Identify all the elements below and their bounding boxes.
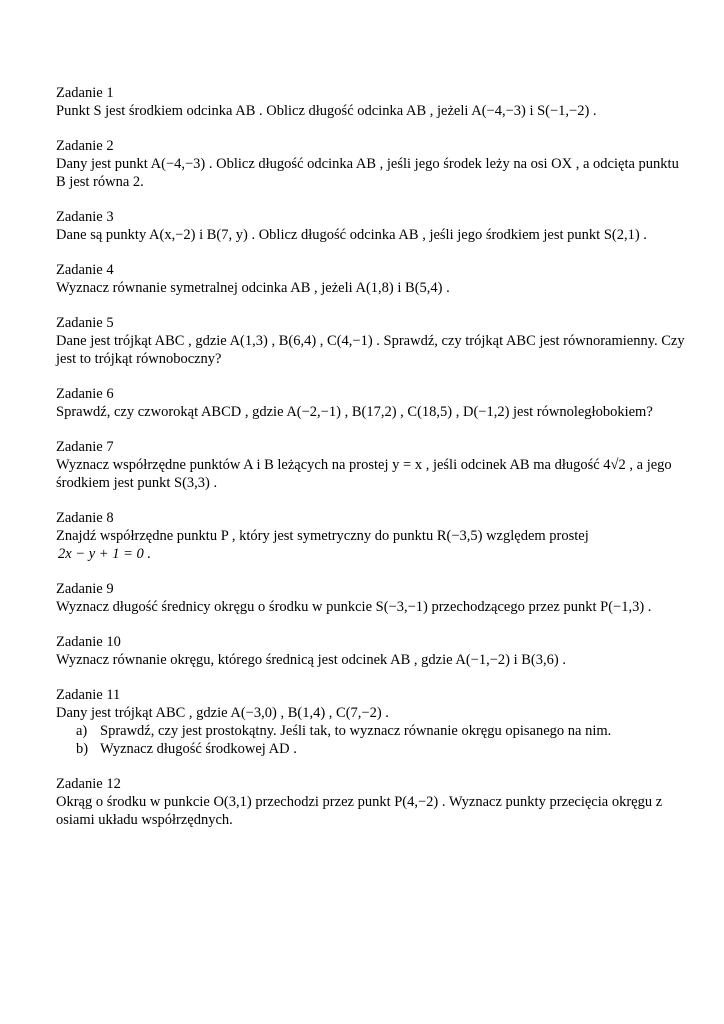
subtask-label: a)	[76, 723, 88, 739]
task-title: Zadanie 8	[56, 510, 114, 526]
subtask-text: Wyznacz długość środkowej AD .	[100, 741, 297, 757]
task-5	[56, 314, 686, 368]
task-title: Zadanie 11	[56, 687, 121, 703]
task-11	[56, 686, 686, 758]
task-text: Znajdź współrzędne punktu P , który jest symetryczny do punktu R(−3,5) względem prostej	[56, 528, 589, 544]
task-title: Zadanie 4	[56, 262, 114, 278]
task-8	[56, 509, 686, 563]
task-6	[56, 385, 686, 421]
line-equation: 2x − y + 1 = 0 .	[58, 546, 151, 562]
task-title: Zadanie 12	[56, 776, 121, 792]
document-page	[56, 84, 686, 846]
task-2	[56, 137, 686, 191]
task-title: Zadanie 1	[56, 85, 114, 101]
task-title: Zadanie 6	[56, 386, 114, 402]
task-title: Zadanie 7	[56, 439, 114, 455]
task-text: Dany jest trójkąt ABC , gdzie A(−3,0) , B(1,4) , C(7,−2) .	[56, 705, 389, 721]
task-text: Okrąg o środku w punkcie O(3,1) przechodzi przez punkt P(4,−2) . Wyznacz punkty przecięcia okręgu z osiami układu współrzędnych.	[56, 794, 663, 828]
task-text: Sprawdź, czy czworokąt ABCD , gdzie A(−2,−1) , B(17,2) , C(18,5) , D(−1,2) jest równoległobokiem?	[56, 404, 653, 420]
subtask-label: b)	[76, 741, 89, 757]
task-text: Dane jest trójkąt ABC , gdzie A(1,3) , B(6,4) , C(4,−1) . Sprawdź, czy trójkąt ABC jest równoramienny. Czy jest to trójkąt równoboczny?	[56, 333, 685, 367]
task-title: Zadanie 3	[56, 209, 114, 225]
subtask-a	[56, 722, 686, 740]
task-text: Dany jest punkt A(−4,−3) . Oblicz długość odcinka AB , jeśli jego środek leży na osi OX , a odcięta punktu B jest równa 2.	[56, 156, 679, 190]
task-text: Dane są punkty A(x,−2) i B(7, y) . Oblicz długość odcinka AB , jeśli jego środkiem jest punkt S(2,1) .	[56, 227, 647, 243]
task-title: Zadanie 5	[56, 315, 114, 331]
subtask-text: Sprawdź, czy jest prostokątny. Jeśli tak, to wyznacz równanie okręgu opisanego na nim.	[100, 723, 612, 739]
task-text: Wyznacz równanie okręgu, którego średnicą jest odcinek AB , gdzie A(−1,−2) i B(3,6) .	[56, 652, 566, 668]
task-title: Zadanie 9	[56, 581, 114, 597]
task-9	[56, 580, 686, 616]
subtask-list	[56, 722, 686, 758]
task-title: Zadanie 10	[56, 634, 121, 650]
task-text: Wyznacz współrzędne punktów A i B leżących na prostej y = x , jeśli odcinek AB ma długość 4√2 , a jego środkiem jest punkt S(3,3) .	[56, 457, 672, 491]
subtask-b	[56, 740, 686, 758]
task-text: Wyznacz równanie symetralnej odcinka AB , jeżeli A(1,8) i B(5,4) .	[56, 280, 450, 296]
task-text: Punkt S jest środkiem odcinka AB . Oblicz długość odcinka AB , jeżeli A(−4,−3) i S(−1,−2) .	[56, 103, 597, 119]
task-7	[56, 438, 686, 492]
task-4	[56, 261, 686, 297]
task-text: Wyznacz długość średnicy okręgu o środku w punkcie S(−3,−1) przechodzącego przez punkt P(−1,3) .	[56, 599, 652, 615]
task-12	[56, 775, 686, 829]
task-3	[56, 208, 686, 244]
task-1	[56, 84, 686, 120]
task-title: Zadanie 2	[56, 138, 114, 154]
task-10	[56, 633, 686, 669]
